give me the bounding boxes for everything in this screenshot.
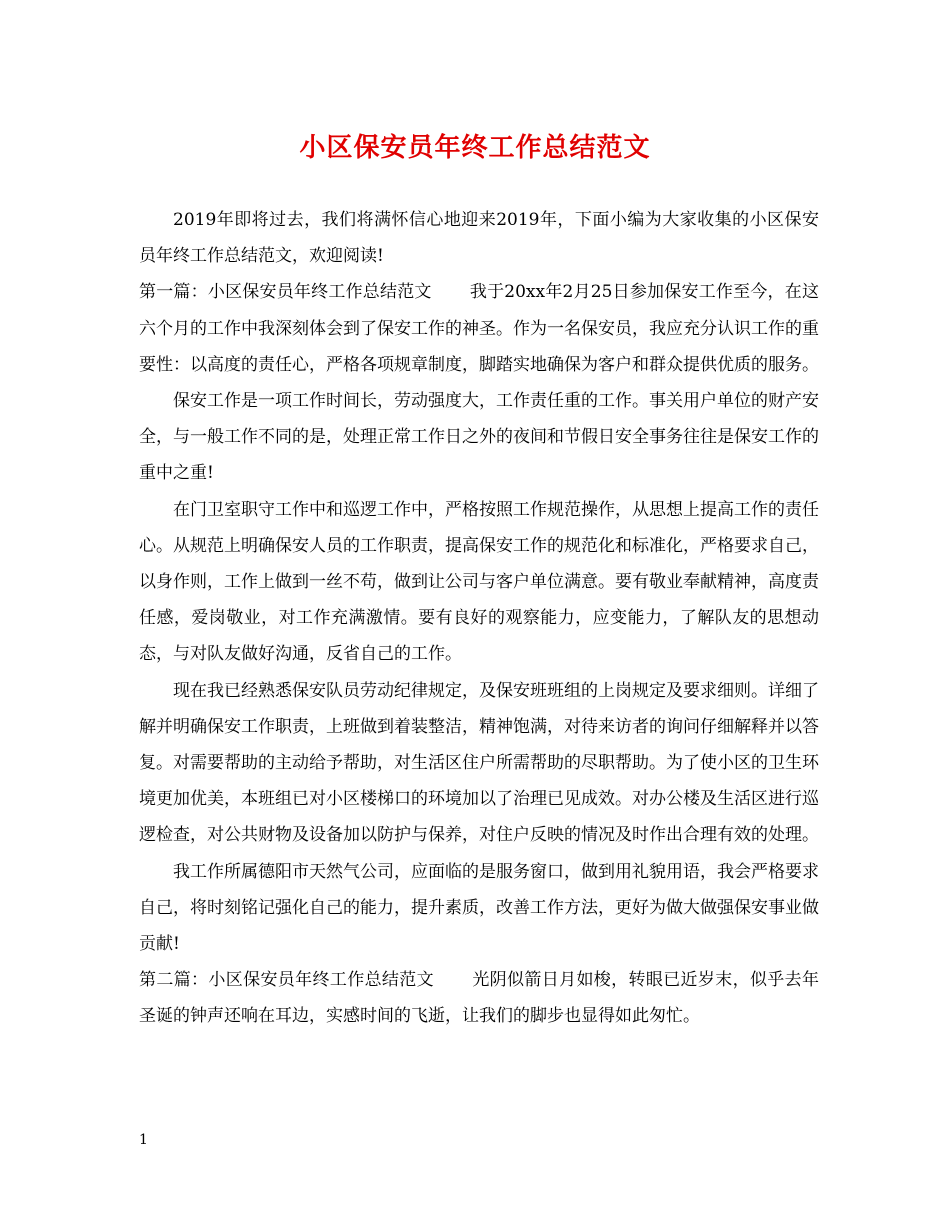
section-one-paragraph	[139, 274, 819, 383]
body-paragraph: 在门卫室职守工作中和巡逻工作中，严格按照工作规范操作，从思想上提高工作的责任心。从规范上明确保安人员的工作职责，提高保安工作的规范化和标准化，严格要求自己，以身作则，工作上做到一丝不苟，做到让公司与客户单位满意。要有敬业奉献精神，高度责任感，爱岗敬业，对工作充满激情。要有良好的观察能力，应变能力，了解队友的思想动态，与对队友做好沟通，反省自己的工作。	[139, 499, 819, 665]
page-number: 1	[139, 1132, 148, 1148]
intro-paragraph: 2019年即将过去，我们将满怀信心地迎来2019年，下面小编为大家收集的小区保安员年终工作总结范文，欢迎阅读!	[139, 210, 819, 267]
section-one-text: 我于20xx年2月25日参加保安工作至今，在这六个月的工作中我深刻体会到了保安工作的神圣。作为一名保安员，我应充分认识工作的重要性：以高度的责任心，严格各项规章制度，脚踏实地确保为客户和群众提供优质的服务。	[139, 282, 819, 375]
section-two-heading: 第二篇：小区保安员年终工作总结范文	[139, 970, 434, 991]
section-two-paragraph	[139, 962, 819, 1034]
section-two-text: 光阴似箭日月如梭，转眼已近岁末，似乎去年圣诞的钟声还响在耳边，实感时间的飞逝，让我们的脚步也显得如此匆忙。	[139, 970, 820, 1027]
body-paragraph: 保安工作是一项工作时间长，劳动强度大，工作责任重的工作。事关用户单位的财产安全，与一般工作不同的是，处理正常工作日之外的夜间和节假日安全事务往往是保安工作的重中之重!	[139, 391, 819, 484]
body-paragraph: 我工作所属德阳市天然气公司，应面临的是服务窗口，做到用礼貌用语，我会严格要求自己，将时刻铭记强化自己的能力，提升素质，改善工作方法，更好为做大做强保安事业做贡献!	[139, 861, 819, 955]
section-one-heading: 第一篇：小区保安员年终工作总结范文	[139, 282, 432, 303]
document-body	[139, 202, 819, 1035]
body-paragraph: 现在我已经熟悉保安队员劳动纪律规定，及保安班班组的上岗规定及要求细则。详细了解并明确保安工作职责，上班做到着装整洁，精神饱满，对待来访者的询问仔细解释并以答复。对需要帮助的主动给予帮助，对生活区住户所需帮助的尽职帮助。为了使小区的卫生环境更加优美，本班组已对小区楼梯口的环境加以了治理已见成效。对办公楼及生活区进行巡逻检查，对公共财物及设备加以防护与保养，对住户反映的情况及时作出合理有效的处理。	[139, 680, 819, 846]
document-title: 小区保安员年终工作总结范文	[299, 133, 651, 163]
